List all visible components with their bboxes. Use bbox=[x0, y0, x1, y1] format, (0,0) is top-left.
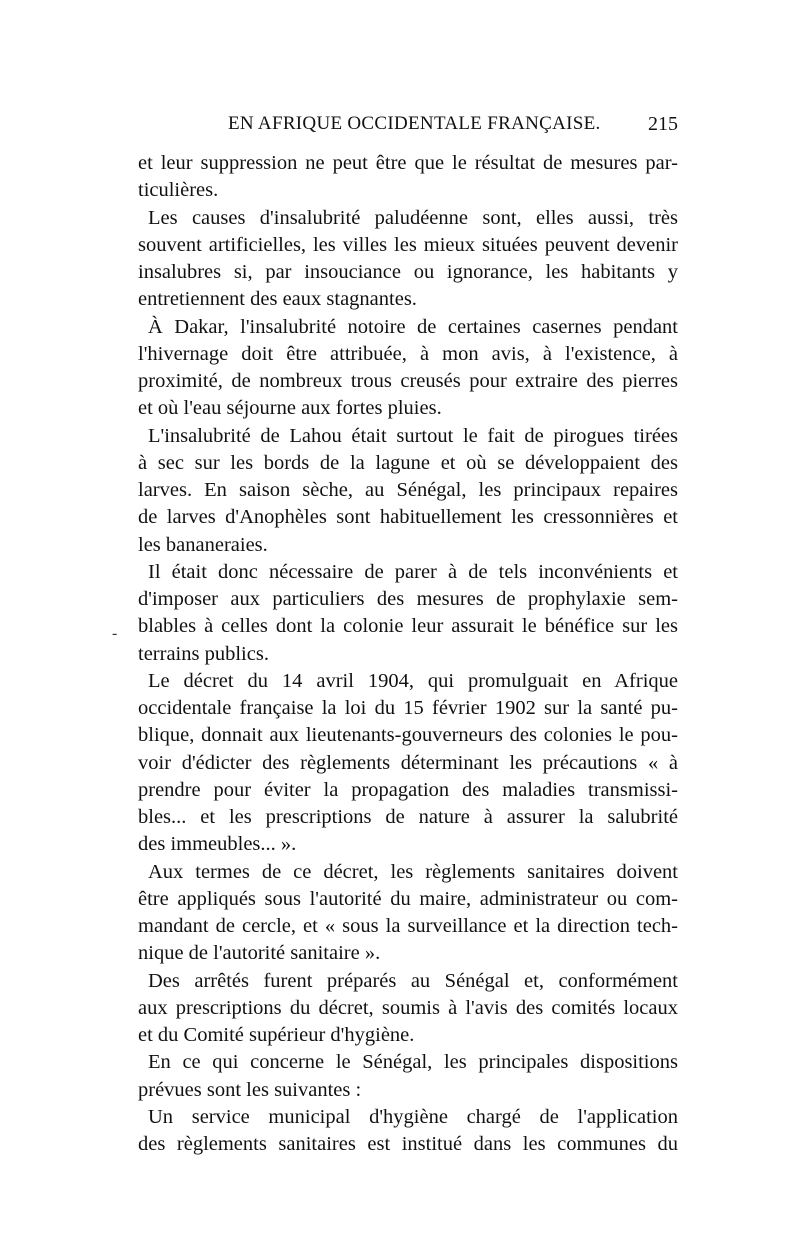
text-line: et où l'eau séjourne aux fortes pluies. bbox=[138, 397, 442, 420]
text-line: En ce qui concerne le Sénégal, les principales dispositions bbox=[148, 1051, 678, 1074]
text-line: proximité, de nombreux trous creusés pour extraire des pierres bbox=[138, 370, 678, 392]
text-line: blique, donnait aux lieutenants-gouverneurs des colonies le pou- bbox=[138, 724, 678, 747]
text-line: larves. En saison sèche, au Sénégal, les principaux repaires bbox=[138, 479, 678, 501]
text-line: Le décret du 14 avril 1904, qui promulguait en Afrique bbox=[148, 669, 678, 692]
body-text bbox=[138, 150, 678, 1158]
margin-dash-mark: - bbox=[112, 625, 118, 642]
text-line: entretiennent des eaux stagnantes. bbox=[138, 288, 417, 311]
text-line: blables à celles dont la colonie leur assurait le bénéfice sur les bbox=[138, 615, 678, 638]
text-line: à sec sur les bords de la lagune et où se développaient des bbox=[138, 451, 678, 474]
text-line: Aux termes de ce décret, les règlements sanitaires doivent bbox=[148, 860, 678, 883]
text-line: de larves d'Anophèles sont habituellement les cressonnières et bbox=[138, 506, 678, 529]
text-line: aux prescriptions du décret, soumis à l'avis des comités locaux bbox=[138, 996, 678, 1019]
text-line: nique de l'autorité sanitaire ». bbox=[138, 942, 381, 965]
text-line: Un service municipal d'hygiène chargé de l'application bbox=[148, 1105, 678, 1128]
text-line: souvent artificielles, les villes les mieux situées peuvent devenir bbox=[138, 233, 678, 256]
text-line: mandant de cercle, et « sous la surveillance et la direction tech- bbox=[138, 915, 678, 937]
text-line: prendre pour éviter la propagation des maladies transmissi- bbox=[138, 778, 678, 801]
text-line: Les causes d'insalubrité paludéenne sont, elles aussi, très bbox=[148, 206, 678, 229]
text-line: et du Comité supérieur d'hygiène. bbox=[138, 1024, 415, 1046]
running-head bbox=[138, 113, 678, 141]
text-line: À Dakar, l'insalubrité notoire de certaines casernes pendant bbox=[148, 315, 678, 338]
text-line: ticulières. bbox=[138, 179, 219, 202]
running-title: EN AFRIQUE OCCIDENTALE FRANÇAISE. bbox=[228, 113, 601, 134]
text-line: L'insalubrité de Lahou était surtout le fait de pirogues tirées bbox=[148, 424, 678, 447]
text-line: les bananeraies. bbox=[138, 533, 268, 556]
text-line: prévues sont les suivantes : bbox=[138, 1078, 362, 1101]
text-line: occidentale française la loi du 15 février 1902 sur la santé pu- bbox=[138, 697, 678, 719]
text-line: terrains publics. bbox=[138, 642, 269, 665]
text-line: voir d'édicter des règlements déterminant les précautions « à bbox=[138, 751, 678, 774]
text-line: des règlements sanitaires est institué dans les communes du bbox=[138, 1133, 678, 1155]
text-line: être appliqués sous l'autorité du maire, administrateur ou com- bbox=[138, 887, 678, 910]
text-line: et leur suppression ne peut être que le résultat de mesures par- bbox=[138, 152, 678, 174]
text-line: insalubres si, par insouciance ou ignorance, les habitants y bbox=[138, 261, 678, 283]
text-line: d'imposer aux particuliers des mesures de prophylaxie sem- bbox=[138, 588, 678, 610]
text-line: Il était donc nécessaire de parer à de tels inconvénients et bbox=[148, 560, 678, 583]
text-line: l'hivernage doit être attribuée, à mon avis, à l'existence, à bbox=[138, 342, 678, 365]
page-number: 215 bbox=[648, 113, 678, 135]
text-line: bles... et les prescriptions de nature à assurer la salubrité bbox=[138, 806, 678, 828]
text-line: des immeubles... ». bbox=[138, 833, 297, 856]
text-line: Des arrêtés furent préparés au Sénégal et, conformément bbox=[148, 969, 678, 992]
